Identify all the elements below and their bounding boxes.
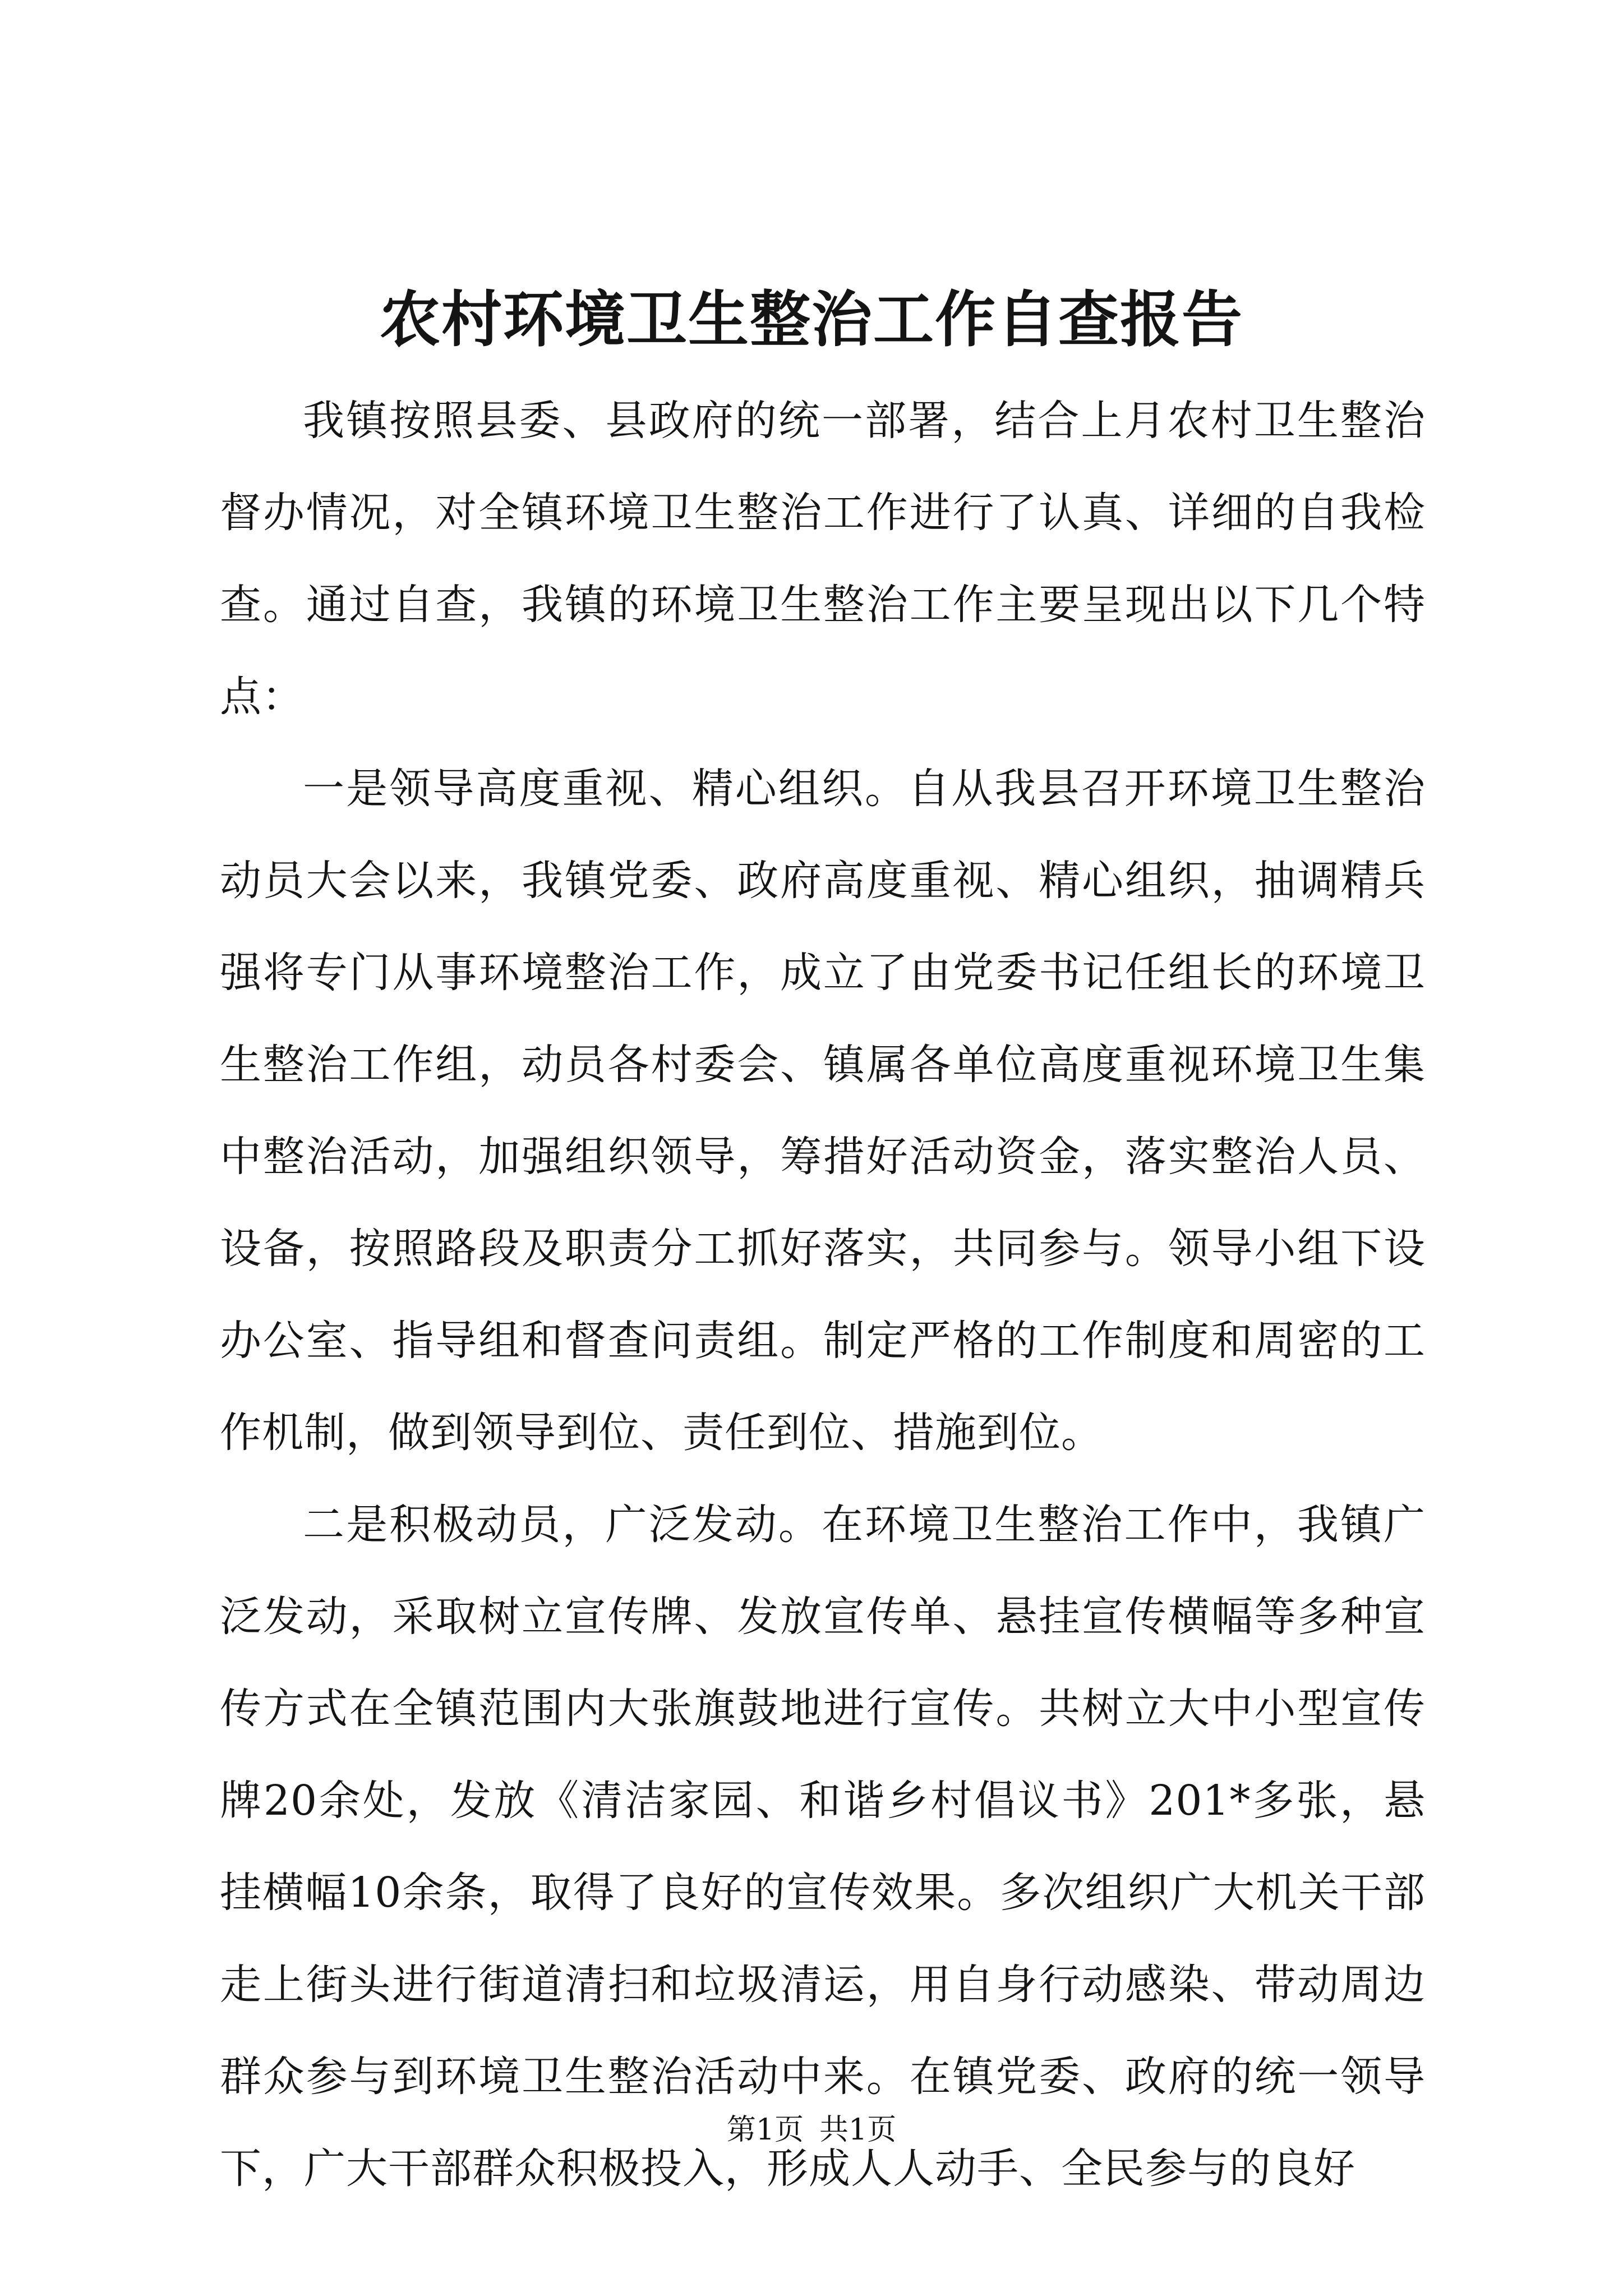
paragraph-mobilization: 二是积极动员，广泛发动。在环境卫生整治工作中，我镇广泛发动，采取树立宣传牌、发放宣传单、悬挂宣传横幅等多种宣传方式在全镇范围内大张旗鼓地进行宣传。共树立大中小型宣传牌20余处，发放《清洁家园、和谐乡村倡议书》201*多张，悬挂横幅10余条，取得了良好的宣传效果。多次组织广大机关干部走上街头进行街道清扫和垃圾清运，用自身行动感染、带动周边群众参与到环境卫生整治活动中来。在镇党委、政府的统一领导下，广大干部群众积极投入，形成人人动手、全民参与的良好: [220, 1501, 1426, 2193]
document-title: 农村环境卫生整治工作自查报告: [379, 284, 1243, 355]
page-footer: [0, 2110, 1623, 2150]
paragraph-intro: 我镇按照县委、县政府的统一部署，结合上月农村卫生整治督办情况，对全镇环境卫生整治工作进行了认真、详细的自我检查。通过自查，我镇的环境卫生整治工作主要呈现出以下几个特点：: [220, 397, 1426, 721]
document-body: [220, 375, 1426, 2215]
page-number-current: 第1页: [726, 2113, 804, 2147]
page-number-total: 共1页: [819, 2113, 897, 2147]
paragraph-leadership: 一是领导高度重视、精心组织。自从我县召开环境卫生整治动员大会以来，我镇党委、政府高度重视、精心组织，抽调精兵强将专门从事环境整治工作，成立了由党委书记任组长的环境卫生整治工作组，动员各村委会、镇属各单位高度重视环境卫生集中整治活动，加强组织领导，筹措好活动资金，落实整治人员、设备，按照路段及职责分工抓好落实，共同参与。领导小组下设办公室、指导组和督查问责组。制定严格的工作制度和周密的工作机制，做到领导到位、责任到位、措施到位。: [220, 765, 1426, 1457]
